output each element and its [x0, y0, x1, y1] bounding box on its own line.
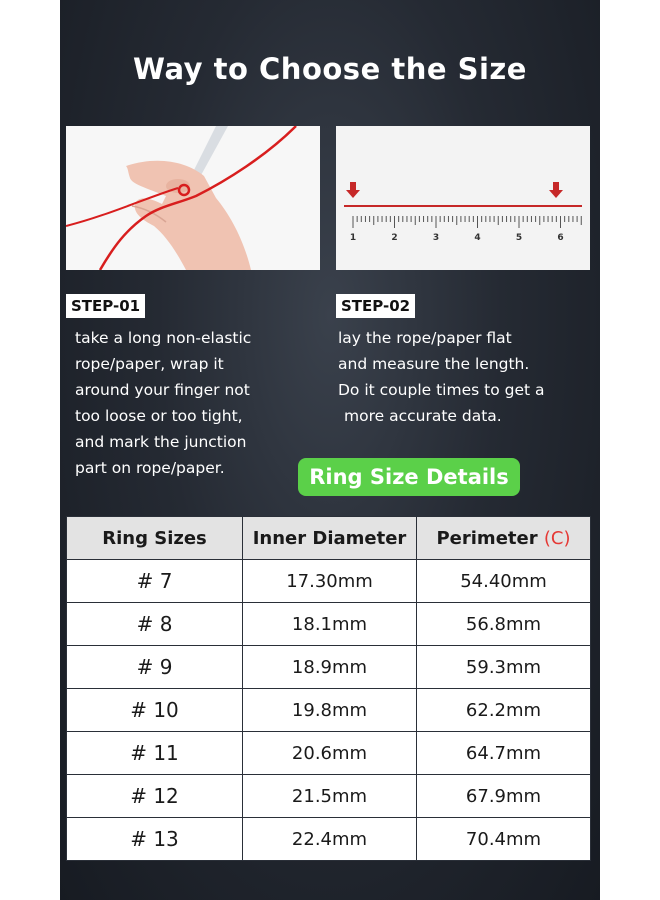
- table-header-row: [67, 517, 591, 560]
- ruler-number: 2: [391, 233, 398, 243]
- step-02-line: lay the rope/paper flat: [338, 329, 512, 347]
- ring-size-cell: # 11: [67, 732, 243, 775]
- page-title: Way to Choose the Size: [133, 52, 527, 86]
- table-row: [67, 603, 591, 646]
- ruler-number: 1: [349, 233, 357, 243]
- inner-diameter-cell: 17.30mm: [243, 560, 417, 603]
- perimeter-cell: 56.8mm: [417, 603, 591, 646]
- header-inner-diameter: Inner Diameter: [243, 517, 417, 560]
- table-row: [67, 732, 591, 775]
- step-01-instructions: [75, 325, 315, 481]
- inner-diameter-cell: 19.8mm: [243, 689, 417, 732]
- step-02-tag: STEP-02: [336, 294, 415, 318]
- table-row: [67, 560, 591, 603]
- step-02-line: more accurate data.: [344, 407, 502, 425]
- step-01-line: too loose or too tight,: [75, 407, 243, 425]
- ruler-number: 6: [557, 233, 564, 243]
- ring-size-cell: # 9: [67, 646, 243, 689]
- ring-size-cell: # 8: [67, 603, 243, 646]
- inner-diameter-cell: 22.4mm: [243, 818, 417, 861]
- perimeter-cell: 59.3mm: [417, 646, 591, 689]
- header-perimeter-unit: (C): [543, 527, 571, 549]
- ruler-measure-photo: [336, 126, 590, 270]
- ruler-number: 4: [474, 233, 481, 243]
- perimeter-cell: 64.7mm: [417, 732, 591, 775]
- step-02-line: and measure the length.: [338, 355, 530, 373]
- ruler-number: 5: [515, 233, 523, 243]
- inner-diameter-cell: 18.9mm: [243, 646, 417, 689]
- header-perimeter: [417, 517, 591, 560]
- step-01-line: part on rope/paper.: [75, 459, 225, 477]
- ruler-number: 3: [432, 233, 440, 243]
- perimeter-cell: 54.40mm: [417, 560, 591, 603]
- ring-size-details-badge: Ring Size Details: [298, 458, 520, 496]
- step-01-line: around your finger not: [75, 381, 250, 399]
- table-row: [67, 646, 591, 689]
- hand-wrap-photo: [66, 126, 320, 270]
- inner-diameter-cell: 21.5mm: [243, 775, 417, 818]
- ring-size-table: [66, 516, 591, 861]
- step-02-instructions: [338, 325, 588, 429]
- step-02-line: Do it couple times to get a: [338, 381, 545, 399]
- step-01-tag: STEP-01: [66, 294, 145, 318]
- header-ring-sizes: Ring Sizes: [67, 517, 243, 560]
- perimeter-cell: 70.4mm: [417, 818, 591, 861]
- table-row: [67, 818, 591, 861]
- size-guide-poster: [60, 0, 600, 900]
- table-row: [67, 775, 591, 818]
- step-01-line: take a long non-elastic: [75, 329, 252, 347]
- hand-illustration: [66, 126, 320, 270]
- ring-size-cell: # 7: [67, 560, 243, 603]
- inner-diameter-cell: 20.6mm: [243, 732, 417, 775]
- ring-size-cell: # 13: [67, 818, 243, 861]
- header-perimeter-label: Perimeter: [436, 527, 538, 549]
- ring-size-cell: # 10: [67, 689, 243, 732]
- perimeter-cell: 67.9mm: [417, 775, 591, 818]
- step-01-line: and mark the junction: [75, 433, 247, 451]
- inner-diameter-cell: 18.1mm: [243, 603, 417, 646]
- ruler-illustration: [336, 126, 590, 270]
- perimeter-cell: 62.2mm: [417, 689, 591, 732]
- step-01-line: rope/paper, wrap it: [75, 355, 224, 373]
- table-row: [67, 689, 591, 732]
- ring-size-cell: # 12: [67, 775, 243, 818]
